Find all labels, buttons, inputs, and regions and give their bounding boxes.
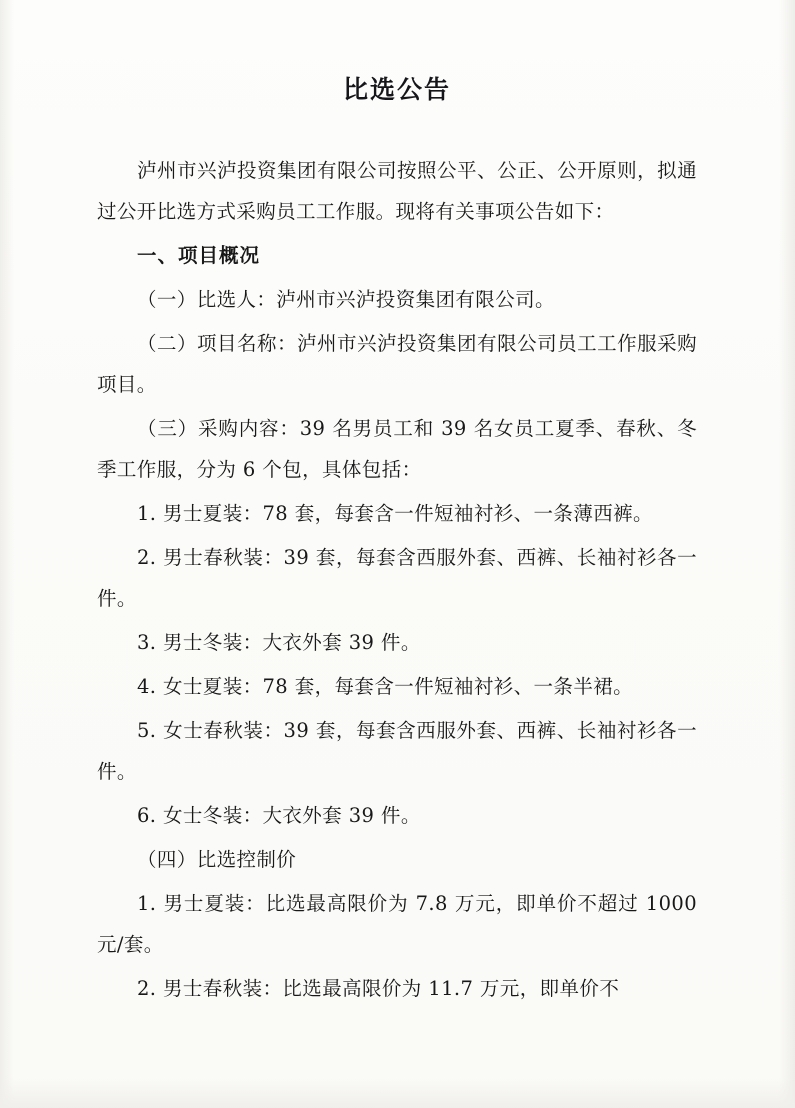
paragraph-item-1-3-2: 2. 男士春秋装：39 套，每套含西服外套、西裤、长袖衬衫各一件。	[97, 546, 697, 610]
document-body	[97, 70, 697, 1012]
page-edge-shadow-right	[779, 0, 795, 1108]
paragraph-item-1-4: （四）比选控制价	[137, 848, 297, 871]
heading-section-1: 一、项目概况	[137, 244, 261, 267]
document-title: 比选公告	[342, 75, 451, 104]
paragraph-item-1-3-4: 4. 女士夏装：78 套，每套含一件短袖衬衫、一条半裙。	[137, 675, 634, 698]
paragraph-item-1-3-1: 1. 男士夏装：78 套，每套含一件短袖衬衫、一条薄西裤。	[137, 502, 653, 525]
paragraph-item-1-1: （一）比选人：泸州市兴泸投资集团有限公司。	[137, 288, 555, 311]
paragraph-item-1-3-3: 3. 男士冬装：大衣外套 39 件。	[137, 631, 421, 654]
paragraph-item-1-3-5: 5. 女士春秋装：39 套，每套含西服外套、西裤、长袖衬衫各一件。	[97, 719, 697, 783]
paragraph-intro: 泸州市兴泸投资集团有限公司按照公平、公正、公开原则，拟通过公开比选方式采购员工工作服。现将有关事项公告如下：	[97, 159, 697, 223]
paragraph-item-1-4-1: 1. 男士夏装：比选最高限价为 7.8 万元，即单价不超过 1000 元/套。	[97, 892, 697, 956]
page-edge-shadow-bottom	[0, 1078, 795, 1108]
paragraph-item-1-4-2: 2. 男士春秋装：比选最高限价为 11.7 万元，即单价不	[137, 977, 620, 1000]
paragraph-item-1-3: （三）采购内容：39 名男员工和 39 名女员工夏季、春秋、冬季工作服，分为 6 个包，具体包括：	[97, 417, 697, 481]
paragraph-item-1-3-6: 6. 女士冬装：大衣外套 39 件。	[137, 804, 421, 827]
paragraph-item-1-2: （二）项目名称：泸州市兴泸投资集团有限公司员工工作服采购项目。	[97, 332, 697, 396]
page-edge-shadow-left	[0, 0, 14, 1108]
